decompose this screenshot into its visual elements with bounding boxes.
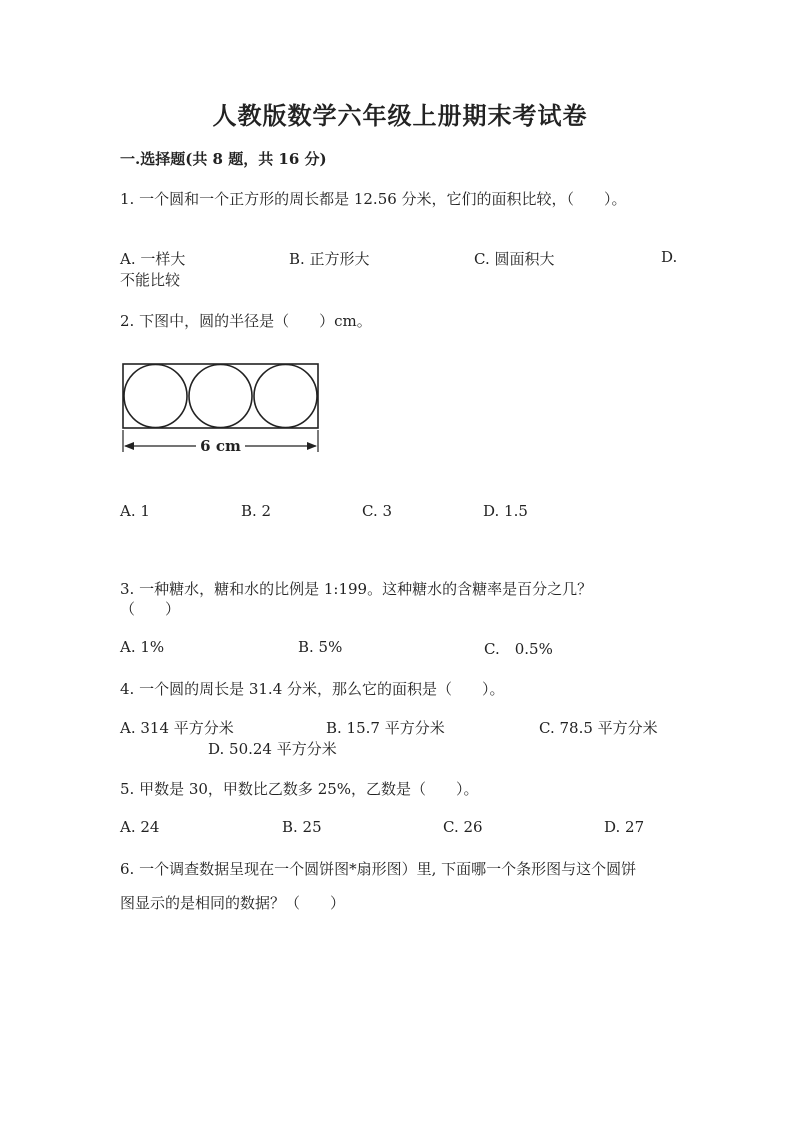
three-circles-figure: [118, 360, 324, 460]
question-1-option-a: A. 一样大: [120, 250, 186, 268]
question-3-text-cont: （ ）: [120, 600, 181, 618]
figure-left-arrowhead: [124, 442, 134, 450]
question-2-figure: [118, 360, 324, 465]
question-3-option-c: C. 0.5%: [484, 640, 553, 658]
question-2-option-c: C. 3: [362, 502, 393, 520]
question-4-option-d: D. 50.24 平方分米: [208, 740, 337, 758]
section-heading: 一.选择题(共 8 题，共 16 分): [120, 150, 327, 168]
question-6-text: 6. 一个调查数据呈现在一个圆饼图*扇形图）里, 下面哪一个条形图与这个圆饼: [120, 860, 637, 878]
question-4-text: 4. 一个圆的周长是 31.4 分米，那么它的面积是（ ）。: [120, 680, 505, 698]
question-4-option-c: C. 78.5 平方分米: [539, 719, 658, 737]
question-1-option-d-text: 不能比较: [120, 271, 181, 289]
question-1-option-b: B. 正方形大: [289, 250, 370, 268]
question-1-text: 1. 一个圆和一个正方形的周长都是 12.56 分米，它们的面积比较，（ ）。: [120, 190, 627, 208]
question-6-text-cont: 图显示的是相同的数据？（ ）: [120, 894, 346, 912]
question-5-option-a: A. 24: [120, 818, 160, 836]
figure-circle-1: [124, 365, 187, 428]
figure-circle-2: [189, 365, 252, 428]
question-3-option-a: A. 1%: [120, 638, 165, 656]
question-2-option-a: A. 1: [120, 502, 150, 520]
figure-width-label: 6 cm: [200, 437, 241, 455]
page-title: 人教版数学六年级上册期末考试卷: [212, 101, 588, 130]
question-5-option-c: C. 26: [443, 818, 483, 836]
figure-right-arrowhead: [307, 442, 317, 450]
question-2-option-d: D. 1.5: [483, 502, 528, 520]
question-5-option-d: D. 27: [604, 818, 645, 836]
question-5-text: 5. 甲数是 30，甲数比乙数多 25%，乙数是（ ）。: [120, 780, 479, 798]
figure-rectangle: [123, 364, 318, 428]
question-2-text: 2. 下图中，圆的半径是（ ）cm。: [120, 312, 372, 330]
question-1-option-d: D.: [661, 248, 678, 266]
question-3-text: 3. 一种糖水，糖和水的比例是 1:199。这种糖水的含糖率是百分之几？: [120, 580, 593, 598]
question-2-option-b: B. 2: [241, 502, 272, 520]
figure-circle-3: [254, 365, 317, 428]
question-1-option-c: C. 圆面积大: [474, 250, 555, 268]
question-4-option-a: A. 314 平方分米: [120, 719, 234, 737]
question-5-option-b: B. 25: [282, 818, 322, 836]
question-3-option-b: B. 5%: [298, 638, 343, 656]
question-4-option-b: B. 15.7 平方分米: [326, 719, 445, 737]
